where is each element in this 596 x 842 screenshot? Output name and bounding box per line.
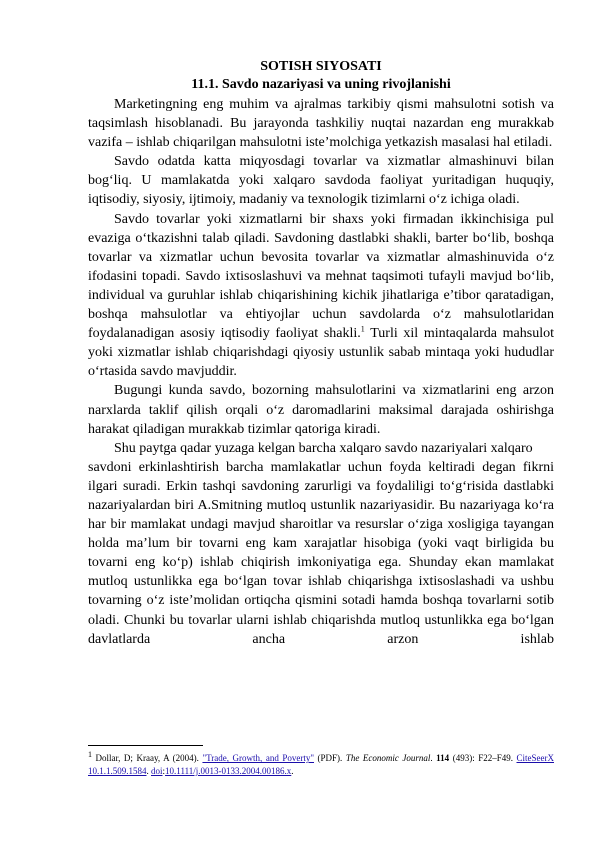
footnote-journal: The Economic Journal	[345, 753, 431, 763]
footnote-citeseer-id-link[interactable]: 10.1.1.509.1584	[88, 766, 147, 776]
footnote-doi-value-link[interactable]: 10.1111/j.0013-0133.2004.00186.x	[165, 766, 292, 776]
document-page	[88, 58, 554, 649]
footnote-doi-link[interactable]: doi	[151, 766, 163, 776]
footnote-separator: .	[430, 753, 437, 763]
footnote-issue-pages: (493): F22–F49.	[449, 753, 517, 763]
footnote-authors: Dollar, D; Kraay, A (2004).	[92, 753, 203, 763]
footnote-title-link[interactable]: "Trade, Growth, and Poverty"	[202, 753, 315, 763]
paragraph-4: Bugungi kunda savdo, bozorning mahsulotlarini va xizmatlarini eng arzon narxlarda taklif qilish orqali o‘z daromadlarini maksimal darajada oshirishga harakat qiladigan murakkab tizimlar qatoriga kiradi.	[88, 383, 554, 437]
paragraph-2: Savdo odatda katta miqyosdagi tovarlar va xizmatlar almashinuvi bilan bog‘liq. U mamlakatda yoki xalqaro savdoda faoliyat yuritadigan huquqiy, iqtisodiy, siyosiy, ijtimoiy, madaniy va texnologik tizimlarni o‘z ichiga oladi.	[88, 154, 554, 208]
footnote-colon: :	[162, 766, 166, 776]
footnote-volume: 114	[436, 753, 450, 763]
section-title: 11.1. Savdo nazariyasi va uning rivojlanishi	[191, 77, 451, 92]
footnote-reference[interactable]: 1	[360, 324, 365, 334]
paragraph-6: savdoni erkinlashtirish barcha mamlakatlar uchun foyda keltiradi degan fikrni ilgari suradi. Erkin tashqi savdoning zarurligi va foydaliligi to‘g‘risida dastlabki nazariyalardan biri A.Smitning mutloq ustunlik nazariyasidir. Bu nazariyaga ko‘ra har bir mamlakat undagi mavjud sharoitlar va resurslar o‘ziga xosligiga tayangan holda ma’lum bir tovarni eng kam xarajatlar hisobiga (yoki vaqt birligida bu tovarni eng ko‘p) ishlab chiqirish imkoniyatiga ega. Shunday ekan mamlakat mutloq ustunlikka ega bo‘lgan tovar ishlab chiqarishga ixtisoslashadi va ushbu tovarning o‘z iste’molidan ortiqcha qismini sotadi hamda boshqa tovarlarni sotib oladi. Chunki bu tovarlar ularni ishlab chiqarishda mutloq ustunlikka ega bo‘lgan davlatlarda ancha arzon ishlab	[88, 459, 554, 647]
footnote-divider	[88, 745, 203, 746]
footnote-citeseer-link[interactable]: CiteSeerX	[516, 753, 554, 763]
paragraph-1: Marketingning eng muhim va ajralmas tarkibiy qismi mahsulotni sotish va taqsimlash hisoblanadi. Bu jarayonda tashkiliy nuqtai nazardan eng murakkab vazifa – ishlab chiqarilgan mahsulotni iste’molchiga yetkazish masalasi hal etiladi.	[88, 97, 554, 151]
paragraph-5: Shu paytga qadar yuzaga kelgan barcha xalqaro savdo nazariyalari xalqaro	[114, 440, 533, 456]
chapter-title: SOTISH SIYOSATI	[260, 59, 382, 74]
footnote-number: 1	[88, 750, 92, 759]
footnote-separator: .	[146, 766, 151, 776]
footnote-format: (PDF).	[314, 753, 346, 763]
paragraph-3-text-a: Savdo tovarlar yoki xizmatlarni bir shaxs yoki firmadan ikkinchisiga pul evaziga o‘tkazishni talab qiladi. Savdoning dastlabki shakli, barter bo‘lib, boshqa tovarlar va xizmatlar uchun bevosita tovarlar va xizmatlar almashinuvida o‘z ifodasini topadi. Savdo ixtisoslashuvi va mehnat taqsimoti tufayli mavjud bo‘lib, individual va guruhlar ishlab chiqarishining kichik jihatlariga e’tibor qaratadigan, boshqa mahsulotlar va ehtiyojlar uchun savdolarda o‘z mahsulotlaridan foydalanadigan asosiy iqtisodiy faoliyat shakli.	[88, 211, 554, 342]
paragraph-3-text-b: Turli xil mintaqalarda mahsulot yoki xizmatlar ishlab chiqarishdagi qiyosiy ustunlik sabab mintaqa yoki hududlar o‘rtasida savdo mavjuddir.	[88, 326, 554, 380]
footnote-end: .	[291, 766, 294, 776]
paragraph-3	[88, 210, 554, 382]
footnote	[88, 752, 554, 778]
